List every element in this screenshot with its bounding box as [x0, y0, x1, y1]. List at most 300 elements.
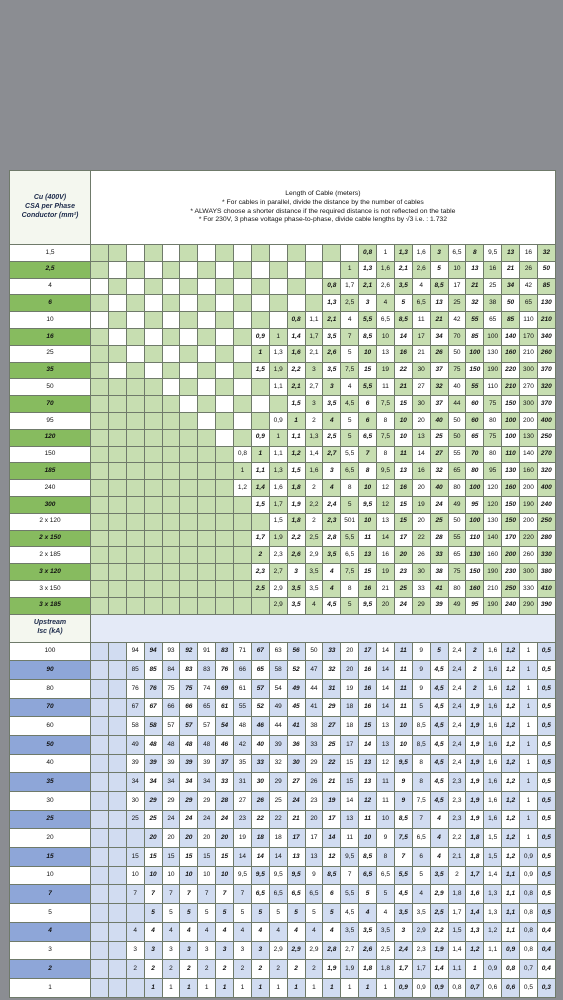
value-cell [162, 396, 180, 413]
value-cell [305, 261, 323, 278]
value-cell: 0,6 [484, 978, 502, 997]
value-cell: 150 [502, 513, 520, 530]
value-cell [251, 379, 269, 396]
value-cell: 1,9 [287, 496, 305, 513]
value-cell: 48 [198, 735, 216, 754]
value-cell: 7 [162, 885, 180, 904]
value-cell: 1 [520, 642, 538, 661]
empty-cell [162, 429, 180, 446]
empty-cell [108, 679, 126, 698]
value-cell: 150 [466, 362, 484, 379]
value-cell: 5 [412, 698, 430, 717]
value-cell: 39 [144, 754, 162, 773]
value-cell: 2,2 [430, 922, 448, 941]
empty-cell [180, 597, 198, 614]
value-cell [126, 328, 144, 345]
value-cell: 1,2 [502, 679, 520, 698]
value-cell [180, 295, 198, 312]
value-cell: 39 [126, 754, 144, 773]
value-cell: 9 [412, 642, 430, 661]
empty-cell [198, 547, 216, 564]
value-cell: 0,9 [251, 328, 269, 345]
value-cell: 23 [234, 810, 252, 829]
value-cell: 4 [377, 295, 395, 312]
value-cell [180, 379, 198, 396]
value-cell: 130 [484, 345, 502, 362]
value-cell: 6 [412, 848, 430, 867]
value-cell [216, 345, 234, 362]
csa-label: 150 [10, 446, 91, 463]
value-cell [216, 362, 234, 379]
empty-cell [216, 446, 234, 463]
value-cell: 150 [502, 496, 520, 513]
empty-cell [180, 480, 198, 497]
value-cell: 1,5 [484, 829, 502, 848]
value-cell: 25 [126, 810, 144, 829]
value-cell: 3 [287, 564, 305, 581]
value-cell: 42 [448, 312, 466, 329]
value-cell: 67 [144, 698, 162, 717]
value-cell: 10 [180, 866, 198, 885]
value-cell: 6,5 [251, 885, 269, 904]
value-cell: 2,5 [430, 904, 448, 923]
isc-row [10, 773, 556, 792]
value-cell: 15 [359, 717, 377, 736]
value-cell [341, 245, 359, 262]
empty-cell [162, 496, 180, 513]
value-cell [180, 396, 198, 413]
empty-cell [91, 496, 109, 513]
empty-cell [91, 922, 109, 941]
value-cell: 1 [323, 978, 341, 997]
value-cell [91, 295, 109, 312]
value-cell: 5 [341, 429, 359, 446]
empty-cell [126, 978, 144, 997]
empty-cell [108, 547, 126, 564]
value-cell: 2,5 [305, 530, 323, 547]
value-cell: 15 [394, 396, 412, 413]
value-cell: 34 [180, 773, 198, 792]
value-cell: 33 [430, 547, 448, 564]
value-cell: 0,5 [537, 885, 555, 904]
value-cell: 5,5 [341, 530, 359, 547]
value-cell: 14 [251, 848, 269, 867]
empty-cell [108, 885, 126, 904]
isc-row [10, 904, 556, 923]
value-cell: 5 [198, 904, 216, 923]
value-cell: 4,5 [430, 661, 448, 680]
empty-cell [216, 580, 234, 597]
empty-cell [216, 480, 234, 497]
value-cell: 75 [180, 679, 198, 698]
empty-cell [91, 810, 109, 829]
value-cell: 7,5 [341, 564, 359, 581]
value-cell: 10 [216, 866, 234, 885]
value-cell: 10 [359, 829, 377, 848]
value-cell: 8,5 [323, 866, 341, 885]
value-cell [251, 278, 269, 295]
value-cell: 4,5 [430, 735, 448, 754]
value-cell: 5 [412, 866, 430, 885]
empty-cell [216, 597, 234, 614]
value-cell: 65 [484, 312, 502, 329]
value-cell: 9 [305, 866, 323, 885]
value-cell: 7 [412, 810, 430, 829]
value-cell: 0,5 [520, 978, 538, 997]
value-cell: 93 [162, 642, 180, 661]
value-cell: 240 [537, 496, 555, 513]
value-cell: 91 [198, 642, 216, 661]
value-cell: 1 [359, 978, 377, 997]
value-cell [144, 362, 162, 379]
value-cell: 1 [234, 463, 252, 480]
value-cell: 5,5 [341, 446, 359, 463]
value-cell: 11 [412, 312, 430, 329]
value-cell [216, 312, 234, 329]
value-cell: 0,9 [502, 941, 520, 960]
value-cell: 10 [394, 735, 412, 754]
csa-label: 50 [10, 379, 91, 396]
empty-cell [91, 547, 109, 564]
value-cell: 1,2 [234, 480, 252, 497]
empty-cell [216, 496, 234, 513]
value-cell: 20 [394, 547, 412, 564]
value-cell: 5 [234, 904, 252, 923]
value-cell: 14 [377, 661, 395, 680]
value-cell: 46 [216, 735, 234, 754]
note-230v: * For 230V, 3 phase voltage phase-to-phase, divide cable lengths by √3 i.e. : 1.732 [198, 216, 448, 224]
value-cell: 47 [305, 661, 323, 680]
csa-row [10, 580, 556, 597]
empty-cell [91, 429, 109, 446]
value-cell: 20 [162, 829, 180, 848]
value-cell [216, 412, 234, 429]
value-cell: 52 [287, 661, 305, 680]
value-cell: 6,5 [341, 547, 359, 564]
value-cell: 36 [287, 735, 305, 754]
empty-cell [91, 904, 109, 923]
csa-label: 95 [10, 412, 91, 429]
value-cell: 1,2 [502, 773, 520, 792]
value-cell: 13 [377, 345, 395, 362]
value-cell: 9 [394, 773, 412, 792]
value-cell [234, 362, 252, 379]
value-cell: 2,9 [287, 941, 305, 960]
value-cell: 1,1 [251, 463, 269, 480]
value-cell [108, 261, 126, 278]
value-cell: 85 [144, 661, 162, 680]
value-cell: 2 [144, 960, 162, 979]
value-cell: 22 [323, 754, 341, 773]
empty-cell [108, 379, 126, 396]
value-cell: 4,5 [341, 904, 359, 923]
csa-row [10, 564, 556, 581]
csa-label: 2 x 185 [10, 547, 91, 564]
empty-cell [144, 429, 162, 446]
value-cell [91, 312, 109, 329]
value-cell [108, 345, 126, 362]
value-cell: 1,9 [466, 792, 484, 811]
value-cell: 66 [162, 698, 180, 717]
value-cell: 1,9 [341, 960, 359, 979]
value-cell: 8 [341, 580, 359, 597]
value-cell [198, 245, 216, 262]
value-cell: 20 [180, 829, 198, 848]
value-cell: 6,5 [412, 295, 430, 312]
value-cell: 85 [466, 328, 484, 345]
value-cell: 49 [287, 679, 305, 698]
value-cell: 7 [216, 885, 234, 904]
value-cell: 130 [466, 547, 484, 564]
value-cell [144, 261, 162, 278]
empty-cell [91, 829, 109, 848]
empty-cell [180, 429, 198, 446]
value-cell: 21 [430, 312, 448, 329]
value-cell: 4 [251, 922, 269, 941]
value-cell: 4 [144, 922, 162, 941]
value-cell: 1,9 [466, 773, 484, 792]
value-cell [269, 261, 287, 278]
value-cell [162, 295, 180, 312]
value-cell: 2,7 [341, 941, 359, 960]
value-cell: 15 [180, 848, 198, 867]
value-cell: 15 [394, 513, 412, 530]
value-cell: 22 [394, 362, 412, 379]
value-cell: 3 [251, 941, 269, 960]
value-cell: 5 [144, 904, 162, 923]
empty-cell [91, 754, 109, 773]
value-cell [198, 379, 216, 396]
value-cell: 9,5 [394, 754, 412, 773]
value-cell [234, 278, 252, 295]
empty-cell [91, 379, 109, 396]
value-cell: 0,5 [537, 866, 555, 885]
empty-cell [144, 513, 162, 530]
value-cell: 8 [377, 446, 395, 463]
value-cell: 160 [502, 345, 520, 362]
value-cell: 0,9 [430, 978, 448, 997]
value-cell: 38 [305, 717, 323, 736]
value-cell: 200 [520, 412, 538, 429]
value-cell: 220 [502, 362, 520, 379]
value-cell [234, 245, 252, 262]
csa-row [10, 312, 556, 329]
empty-cell [108, 463, 126, 480]
value-cell: 10 [162, 866, 180, 885]
empty-cell [91, 698, 109, 717]
value-cell: 15 [144, 848, 162, 867]
value-cell: 33 [216, 773, 234, 792]
value-cell: 32 [537, 245, 555, 262]
value-cell: 2 [251, 547, 269, 564]
value-cell: 52 [251, 698, 269, 717]
empty-cell [198, 480, 216, 497]
csa-row [10, 379, 556, 396]
value-cell: 0,9 [520, 848, 538, 867]
value-cell: 1,1 [269, 446, 287, 463]
empty-cell [126, 597, 144, 614]
value-cell: 1 [144, 978, 162, 997]
isc-label: 90 [10, 661, 91, 680]
value-cell: 11 [394, 661, 412, 680]
empty-cell [108, 496, 126, 513]
value-cell: 2,4 [448, 661, 466, 680]
empty-cell [126, 530, 144, 547]
value-cell: 29 [144, 792, 162, 811]
value-cell: 4,5 [323, 597, 341, 614]
empty-cell [234, 547, 252, 564]
value-cell: 5 [430, 642, 448, 661]
value-cell [162, 328, 180, 345]
value-cell: 1,1 [502, 904, 520, 923]
value-cell: 30 [251, 773, 269, 792]
value-cell: 1 [520, 717, 538, 736]
value-cell: 2,4 [448, 735, 466, 754]
value-cell: 85 [126, 661, 144, 680]
value-cell: 2,4 [394, 941, 412, 960]
value-cell: 1 [520, 661, 538, 680]
value-cell: 2 [305, 480, 323, 497]
value-cell: 9,5 [287, 866, 305, 885]
value-cell: 4 [305, 922, 323, 941]
value-cell: 20 [198, 829, 216, 848]
empty-cell [126, 513, 144, 530]
value-cell: 2 [234, 960, 252, 979]
value-cell: 40 [430, 480, 448, 497]
value-cell [180, 261, 198, 278]
value-cell: 95 [466, 496, 484, 513]
value-cell: 140 [520, 446, 538, 463]
value-cell: 24 [430, 496, 448, 513]
csa-label: 16 [10, 328, 91, 345]
value-cell: 21 [502, 261, 520, 278]
value-cell: 7,5 [412, 792, 430, 811]
value-cell: 140 [502, 328, 520, 345]
value-cell: 3 [234, 941, 252, 960]
value-cell: 3 [394, 922, 412, 941]
empty-cell [108, 810, 126, 829]
value-cell: 200 [520, 480, 538, 497]
value-cell: 10 [126, 866, 144, 885]
value-cell: 65 [448, 463, 466, 480]
value-cell: 85 [502, 312, 520, 329]
value-cell: 0,8 [520, 885, 538, 904]
value-cell: 9,5 [251, 866, 269, 885]
empty-cell [126, 580, 144, 597]
value-cell: 400 [537, 480, 555, 497]
value-cell: 20 [377, 597, 395, 614]
value-cell: 17 [412, 328, 430, 345]
csa-row [10, 547, 556, 564]
value-cell: 100 [466, 480, 484, 497]
isc-row [10, 866, 556, 885]
value-cell [269, 245, 287, 262]
value-cell: 1 [251, 978, 269, 997]
value-cell [144, 328, 162, 345]
value-cell: 290 [520, 597, 538, 614]
value-cell: 2 [216, 960, 234, 979]
value-cell: 6,5 [412, 829, 430, 848]
value-cell: 1 [520, 810, 538, 829]
value-cell [108, 245, 126, 262]
value-cell [180, 245, 198, 262]
empty-cell [126, 396, 144, 413]
value-cell [198, 278, 216, 295]
value-cell: 5 [216, 904, 234, 923]
empty-cell [108, 396, 126, 413]
csa-label: 2 x 150 [10, 530, 91, 547]
value-cell: 69 [216, 679, 234, 698]
value-cell: 1,2 [502, 698, 520, 717]
value-cell: 1,8 [466, 829, 484, 848]
value-cell: 4 [341, 312, 359, 329]
value-cell: 1 [466, 960, 484, 979]
empty-cell [180, 496, 198, 513]
value-cell: 4 [323, 580, 341, 597]
value-cell: 8 [341, 480, 359, 497]
value-cell: 0,8 [287, 312, 305, 329]
value-cell: 29 [162, 792, 180, 811]
value-cell: 15 [359, 564, 377, 581]
empty-cell [108, 580, 126, 597]
value-cell: 2,1 [394, 261, 412, 278]
value-cell: 7 [144, 885, 162, 904]
value-cell: 4 [323, 412, 341, 429]
value-cell: 190 [484, 362, 502, 379]
empty-cell [108, 866, 126, 885]
empty-cell [162, 513, 180, 530]
value-cell: 8,5 [359, 848, 377, 867]
value-cell: 130 [484, 513, 502, 530]
empty-cell [144, 446, 162, 463]
value-cell [180, 312, 198, 329]
value-cell [108, 278, 126, 295]
value-cell: 5 [359, 885, 377, 904]
isc-header-row [10, 614, 556, 642]
value-cell: 1,9 [323, 960, 341, 979]
value-cell [198, 396, 216, 413]
value-cell: 1,6 [484, 717, 502, 736]
empty-cell [216, 564, 234, 581]
value-cell: 2,4 [448, 679, 466, 698]
value-cell: 2,3 [412, 941, 430, 960]
value-cell [269, 278, 287, 295]
value-cell: 27 [412, 379, 430, 396]
value-cell: 11 [341, 829, 359, 848]
value-cell: 21 [412, 345, 430, 362]
csa-row [10, 496, 556, 513]
value-cell: 30 [126, 792, 144, 811]
value-cell: 8 [412, 754, 430, 773]
value-cell: 2,5 [341, 295, 359, 312]
value-cell [216, 278, 234, 295]
value-cell: 5,5 [394, 866, 412, 885]
value-cell: 24 [394, 597, 412, 614]
value-cell: 1,2 [466, 941, 484, 960]
value-cell: 1 [269, 429, 287, 446]
value-cell: 0,8 [520, 904, 538, 923]
value-cell: 340 [537, 328, 555, 345]
value-cell: 160 [502, 480, 520, 497]
value-cell: 27 [323, 717, 341, 736]
value-cell: 21 [287, 810, 305, 829]
value-cell: 3 [305, 362, 323, 379]
value-cell [162, 261, 180, 278]
value-cell: 11 [394, 698, 412, 717]
value-cell: 8,5 [412, 717, 430, 736]
value-cell: 2,1 [448, 848, 466, 867]
value-cell: 3 [430, 245, 448, 262]
